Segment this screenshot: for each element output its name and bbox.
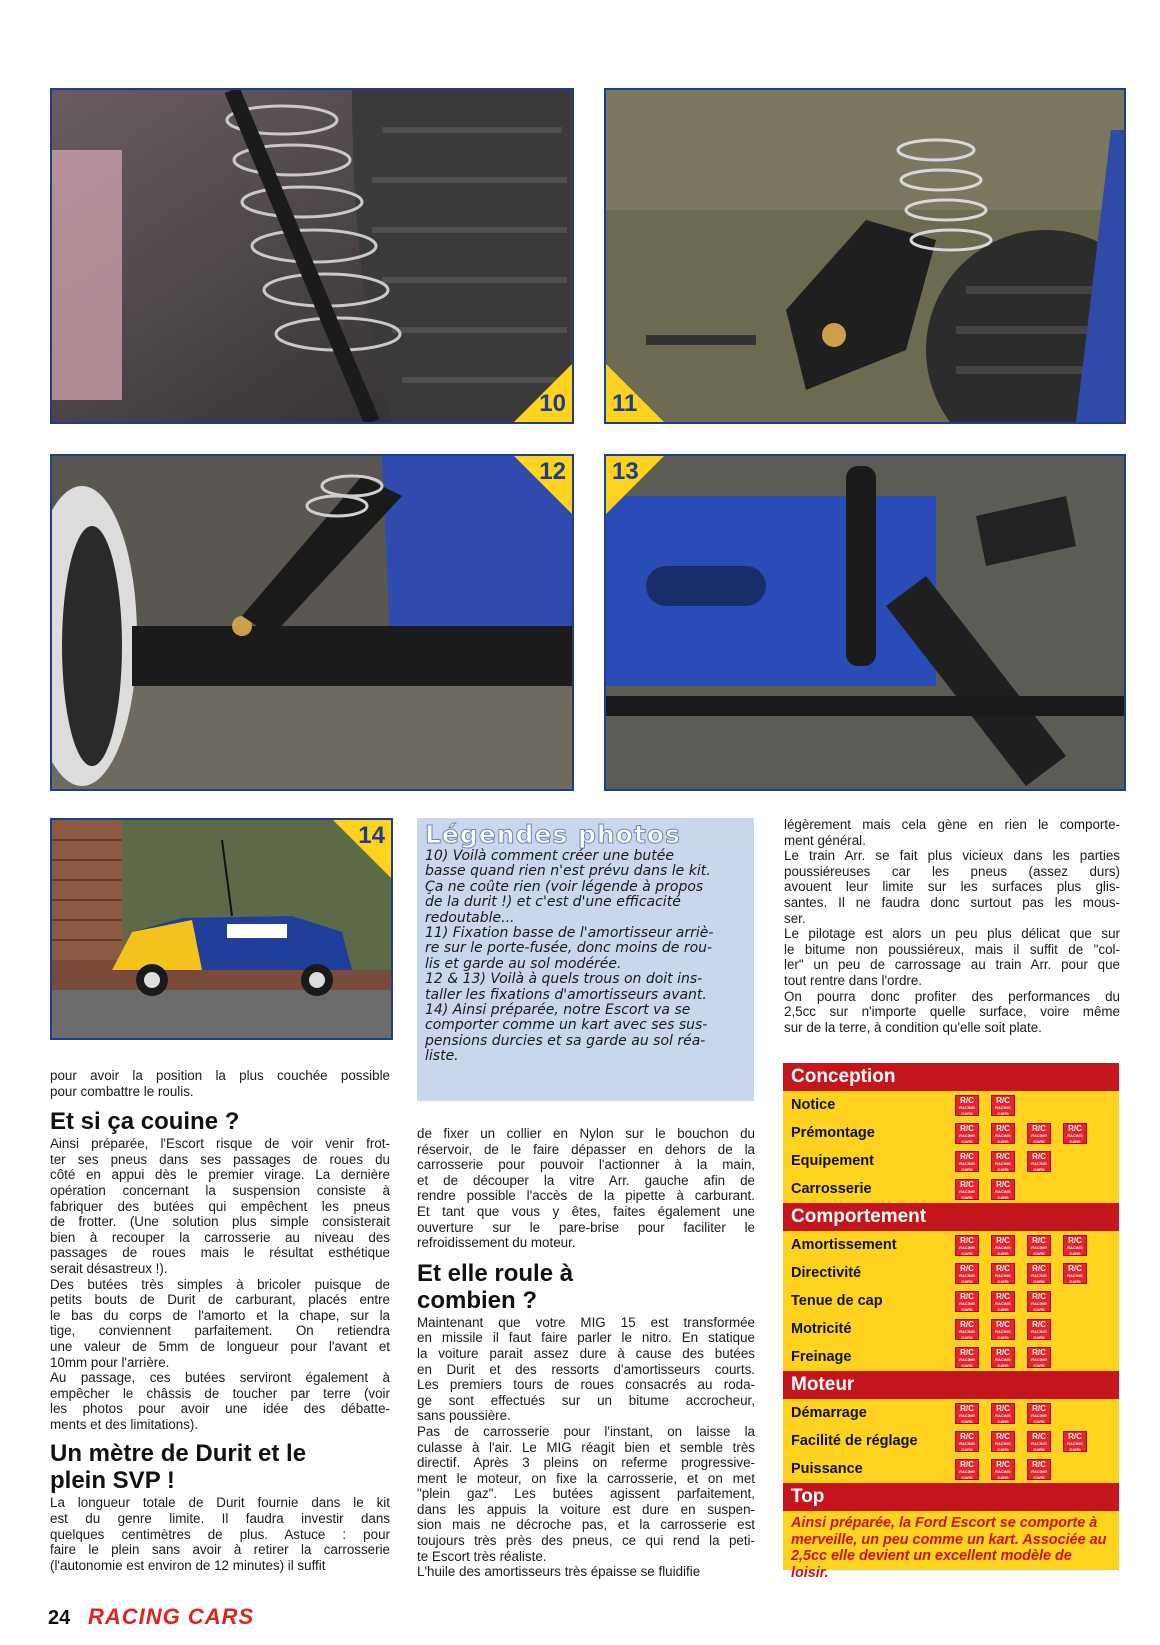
text-line: côté en appui dès le premier virage. La dernière [50, 1167, 390, 1183]
rating-label: Notice [791, 1097, 836, 1113]
legend-line: pensions durcies et sa garde au sol réa- [425, 1032, 706, 1049]
text-line: pour combattre le roulis. [50, 1083, 194, 1099]
rating-score [955, 1151, 1063, 1172]
rc-logo-subtext: RACING CARS [959, 1301, 975, 1312]
rc-logo-icon: R/C RACING CARS [1027, 1347, 1051, 1368]
rc-logo-subtext: RACING CARS [995, 1357, 1011, 1368]
rc-logo-subtext: RACING CARS [1031, 1329, 1047, 1340]
legend-line: re sur le porte-fusée, donc moins de rou- [425, 940, 713, 957]
rc-logo-icon: R/C RACING CARS [991, 1263, 1015, 1284]
heading-un-metre-de-durit-line1: Un mètre de Durit et le [50, 1440, 307, 1468]
rc-logo-subtext: RACING CARS [995, 1441, 1011, 1452]
rc-logo-icon: R/C RACING CARS [955, 1179, 979, 1200]
rating-label: Equipement [791, 1153, 874, 1169]
rating-row [783, 1287, 1119, 1315]
rating-row [783, 1399, 1119, 1427]
rc-logo-subtext: RACING CARS [1067, 1133, 1083, 1144]
rc-logo-icon: R/C RACING CARS [991, 1291, 1015, 1312]
rc-logo-icon: R/C RACING CARS [955, 1263, 979, 1284]
paragraph [50, 1495, 390, 1573]
rc-logo-icon: R/C RACING CARS [1027, 1403, 1051, 1424]
rc-logo-icon: R/C RACING CARS [1027, 1123, 1051, 1144]
rc-logo-subtext: RACING CARS [1031, 1245, 1047, 1256]
rating-row [783, 1175, 1119, 1203]
text-line: les photos pour avoir une idée des débatte- [50, 1401, 390, 1417]
legend-line: 10) Voilà comment créer une butée [425, 848, 674, 864]
legend-box [417, 818, 754, 1101]
rc-logo-subtext: RACING CARS [995, 1301, 1011, 1312]
photo-14-number: 14 [358, 822, 385, 849]
rating-label: Carrosserie [791, 1181, 872, 1197]
rc-logo-subtext: RACING CARS [995, 1469, 1011, 1480]
text-line: réservoir, de le faire dépasser en dehors de la [417, 1141, 755, 1157]
text-line: avouent leur limite sur les surfaces plus glis- [784, 879, 1120, 895]
top-note-line: 2,5cc elle devient un excellent modèle de loisir. [791, 1548, 1072, 1581]
rc-logo-subtext: RACING CARS [959, 1329, 975, 1340]
text-line: ler" un peu de carrossage au train Arr. pour que [784, 957, 1120, 973]
rc-logo-subtext: RACING CARS [959, 1441, 975, 1452]
text-line: culasse à l'air. Le MIG réagit bien et semble très [417, 1439, 755, 1455]
text-line: Pas de carrosserie pour l'instant, on laisse la [417, 1423, 755, 1439]
rc-logo-subtext: RACING CARS [1067, 1273, 1083, 1284]
text-line: Les premiers tours de roues consacrés au roda- [417, 1377, 755, 1393]
text-line: rendre possible l'accès de la pipette à carburant. [417, 1188, 755, 1204]
rc-logo-icon: R/C RACING CARS [955, 1235, 979, 1256]
rc-logo-icon: R/C RACING CARS [991, 1095, 1015, 1116]
rc-logo-icon: R/C RACING CARS [1063, 1431, 1087, 1452]
text-line: On pourra donc profiter des performances du [784, 988, 1120, 1004]
rc-logo-subtext: RACING CARS [959, 1189, 975, 1200]
rating-score [955, 1319, 1063, 1340]
rating-row [783, 1343, 1119, 1371]
rc-logo-icon: R/C RACING CARS [955, 1347, 979, 1368]
rc-logo-icon: R/C RACING CARS [1063, 1123, 1087, 1144]
text-line: pour avoir la position la plus couchée possible [50, 1068, 390, 1083]
paragraph [417, 1424, 755, 1564]
text-line: Ainsi préparée, l'Escort risque de voir venir frot- [50, 1136, 390, 1152]
rc-logo-icon: R/C RACING CARS [1027, 1319, 1051, 1340]
text-line: serait désastreux !). [50, 1260, 168, 1276]
text-line: te Escort très réaliste. [417, 1548, 547, 1564]
legend-line: basse quand rien n'est prévu dans le kit. [425, 863, 711, 880]
rating-label: Amortissement [791, 1237, 897, 1253]
text-line: opération concernant la suspension consiste à [50, 1182, 390, 1198]
text-line: sur de la terre, à condition qu'elle soit plate. [784, 1019, 1042, 1035]
rc-logo-icon: R/C RACING CARS [955, 1123, 979, 1144]
ratings-section-title: Comportement [783, 1203, 1119, 1231]
rc-logo-subtext: RACING CARS [1031, 1301, 1047, 1312]
text-line: empêcher le châssis de toucher par terre (voir [50, 1385, 390, 1401]
photo-11 [604, 88, 1126, 424]
rating-score [955, 1459, 1063, 1480]
rc-logo-subtext: RACING CARS [1031, 1161, 1047, 1172]
text-line: fabriquer des butées qui empêchent les pneus [50, 1198, 390, 1214]
legend-line: 14) Ainsi préparée, notre Escort va se [425, 1002, 691, 1019]
paragraph [784, 848, 1120, 926]
paragraph [417, 1315, 755, 1424]
rc-logo-icon: R/C RACING CARS [1063, 1235, 1087, 1256]
rating-label: Directivité [791, 1265, 862, 1281]
text-line: est du genre limite. Il faudra investir dans [50, 1511, 390, 1527]
legend-body [417, 849, 754, 1065]
text-line: Au passage, ces butées serviront également à [50, 1370, 390, 1386]
rating-score [955, 1347, 1063, 1368]
paragraph [50, 1136, 390, 1276]
photo-13 [604, 454, 1126, 791]
page-number: 24 [48, 1607, 71, 1628]
legend-line: de la durit !) et c'est d'une efficacité [425, 894, 681, 911]
rc-logo-icon: R/C RACING CARS [1027, 1431, 1051, 1452]
rc-logo-subtext: RACING CARS [1031, 1273, 1047, 1284]
text-line: en missile il faut faire parler le nitro. En statique [417, 1330, 755, 1346]
photo-12-number: 12 [539, 458, 566, 485]
legend-line: 12 & 13) Voilà à quels trous on doit ins- [425, 971, 703, 988]
text-line: le bitume non poussiéreux, mais il suffit de "col- [784, 941, 1120, 957]
top-note-line: merveille, un peu comme un kart. Associée au [791, 1531, 1107, 1548]
rating-label: Prémontage [791, 1125, 875, 1141]
rating-score [955, 1235, 1099, 1256]
text-line: quelques centimètres de plus. Astuce : pour [50, 1526, 390, 1542]
text-line: le bas du corps de l'amorto et la chape, sur la [50, 1307, 390, 1323]
rc-logo-subtext: RACING CARS [1031, 1441, 1047, 1452]
rating-label: Freinage [791, 1349, 852, 1365]
text-line: bien à recouper la carrosserie au niveau des [50, 1229, 390, 1245]
rating-row [783, 1231, 1119, 1259]
rating-row [783, 1119, 1119, 1147]
text-line: 2,5cc sur n'importe quelle surface, voire même [784, 1004, 1120, 1020]
rc-logo-icon: R/C RACING CARS [991, 1319, 1015, 1340]
rc-logo-subtext: RACING CARS [959, 1469, 975, 1480]
paragraph [417, 1564, 755, 1580]
text-line: légèrement mais cela gène en rien le comporte- [784, 817, 1120, 832]
text-line: sion mais ne décroche pas, et la carrosserie est [417, 1517, 755, 1533]
rating-score [955, 1291, 1063, 1312]
rc-logo-subtext: RACING CARS [995, 1245, 1011, 1256]
footer-graphic [48, 1604, 348, 1628]
rc-logo-subtext: RACING CARS [959, 1273, 975, 1284]
heading-et-elle-roule-line1: Et elle roule à [417, 1259, 574, 1287]
photo-10-image [52, 90, 572, 422]
rating-row [783, 1091, 1119, 1119]
column-1 [50, 1068, 390, 1573]
photo-14 [50, 818, 393, 1040]
legend-line: Ça ne coûte rien (voir légende à propos [425, 878, 704, 895]
text-line: de frotter. (Une solution plus simple consisterait [50, 1214, 390, 1230]
text-line: passages de roues mais le résultat esthétique [50, 1245, 390, 1261]
text-line: Maintenant que votre MIG 15 est transformée [417, 1314, 755, 1330]
text-line: sans poussière. [417, 1408, 511, 1424]
paragraph [784, 926, 1120, 988]
rating-score [955, 1123, 1099, 1144]
paragraph [784, 989, 1120, 1036]
text-line: de fixer un collier en Nylon sur le bouchon du [417, 1126, 755, 1141]
text-line: tout rentre dans l'ordre. [784, 972, 923, 988]
rating-row [783, 1259, 1119, 1287]
paragraph [50, 1068, 390, 1099]
rc-logo-icon: R/C RACING CARS [991, 1179, 1015, 1200]
rating-score [955, 1263, 1099, 1284]
rating-label: Motricité [791, 1321, 852, 1337]
rc-logo-subtext: RACING CARS [959, 1161, 975, 1172]
rc-logo-subtext: RACING CARS [995, 1105, 1011, 1116]
text-line: 10mm pour l'arrière. [50, 1354, 170, 1370]
text-line: faire le plein sans avoir à retirer la carrosserie [50, 1542, 390, 1558]
rc-logo-subtext: RACING CARS [959, 1413, 975, 1424]
photo-10-number: 10 [539, 390, 566, 417]
rc-logo-subtext: RACING CARS [959, 1133, 975, 1144]
text-line: Des butées très simples à bricoler puisque de [50, 1276, 390, 1292]
rc-logo-subtext: RACING CARS [995, 1189, 1011, 1200]
rc-logo-subtext: RACING CARS [995, 1273, 1011, 1284]
rc-logo-subtext: RACING CARS [959, 1357, 975, 1368]
legend-line: lis et garde au sol modérée. [425, 955, 622, 972]
text-line: Et tant que vous y êtes, faites également une [417, 1203, 755, 1219]
text-line: ser. [784, 910, 806, 926]
rc-logo-icon: R/C RACING CARS [1027, 1459, 1051, 1480]
text-line: directif. Après 3 pleins on referme progressive- [417, 1455, 755, 1471]
rc-logo-subtext: RACING CARS [959, 1245, 975, 1256]
rc-logo-icon: R/C RACING CARS [955, 1319, 979, 1340]
rating-label: Puissance [791, 1461, 863, 1477]
column-2 [417, 1126, 755, 1580]
legend-line: redoutable... [425, 909, 515, 926]
text-line: (l'autonomie est environ de 12 minutes) il suffit [50, 1557, 326, 1573]
rc-logo-icon: R/C RACING CARS [991, 1123, 1015, 1144]
rating-row [783, 1455, 1119, 1483]
rc-logo-icon: R/C RACING CARS [1027, 1263, 1051, 1284]
rating-label: Démarrage [791, 1405, 867, 1421]
rc-logo-subtext: RACING CARS [995, 1161, 1011, 1172]
text-line: et de découper la vitre Arr. gauche afin de [417, 1172, 755, 1188]
text-line: en Durit et des ressorts d'amortisseurs courts. [417, 1361, 755, 1377]
rating-score [955, 1179, 1027, 1200]
rc-logo-subtext: RACING CARS [1031, 1357, 1047, 1368]
photo-10 [50, 88, 574, 424]
rc-logo-icon: R/C RACING CARS [955, 1291, 979, 1312]
text-line: une valeur de 5mm de longueur pour l'avant et [50, 1338, 390, 1354]
rc-logo-icon: R/C RACING CARS [955, 1151, 979, 1172]
top-note-line: Ainsi préparée, la Ford Escort se comporte à [791, 1515, 1098, 1531]
text-line: refroidissement du moteur. [417, 1235, 576, 1251]
text-line: Le pilotage est alors un peu plus délicat que sur [784, 926, 1120, 942]
rating-row [783, 1315, 1119, 1343]
rating-score [955, 1431, 1099, 1452]
photo-13-number: 13 [612, 458, 639, 485]
rc-logo-icon: R/C RACING CARS [991, 1151, 1015, 1172]
text-line: "plein gaz". Les butées agissent parfaitement, [417, 1486, 755, 1502]
rc-logo-icon: R/C RACING CARS [991, 1235, 1015, 1256]
rating-label: Tenue de cap [791, 1293, 883, 1309]
rc-logo-icon: R/C RACING CARS [955, 1431, 979, 1452]
column-3 [784, 817, 1120, 1035]
ratings-table [783, 1063, 1119, 1581]
text-line: la voiture parait assez dure à cause des butées [417, 1345, 755, 1361]
rc-logo-subtext: RACING CARS [1031, 1469, 1047, 1480]
rc-logo-subtext: RACING CARS [995, 1329, 1011, 1340]
rc-logo-subtext: RACING CARS [959, 1105, 975, 1116]
rc-logo-icon: R/C RACING CARS [1063, 1263, 1087, 1284]
paragraph [50, 1370, 390, 1432]
photo-11-image [606, 90, 1124, 422]
text-line: ment le moteur, on fixe la carrosserie, et on met [417, 1470, 755, 1486]
text-line: ment général. [784, 832, 866, 848]
photo-12-image [52, 456, 572, 789]
text-line: petits bouts de Durit de carburant, placés entre [50, 1292, 390, 1308]
legend-line: 11) Fixation basse de l'amortisseur arriè- [425, 925, 714, 942]
text-line: carrosserie pour pouvoir l'actionner à la main, [417, 1157, 755, 1173]
heading-et-elle-roule-line2: combien ? [417, 1286, 538, 1314]
rc-logo-subtext: RACING CARS [1031, 1413, 1047, 1424]
rating-score [955, 1095, 1027, 1116]
photo-12 [50, 454, 574, 791]
legend-line: taller les fixations d'amortisseurs avant. [425, 986, 707, 1003]
rating-score [955, 1403, 1063, 1424]
ratings-section-title: Moteur [783, 1371, 1119, 1399]
rc-logo-subtext: RACING CARS [1031, 1133, 1047, 1144]
rc-logo-icon: R/C RACING CARS [991, 1403, 1015, 1424]
legend-line: liste. [425, 1048, 459, 1065]
rating-row [783, 1147, 1119, 1175]
text-line: tige, conviennent parfaitement. On retiendra [50, 1323, 390, 1339]
text-line: Le train Arr. se fait plus vicieux dans les parties [784, 848, 1120, 864]
rating-label: Facilité de réglage [791, 1433, 918, 1449]
rc-logo-subtext: RACING CARS [995, 1413, 1011, 1424]
ratings-top-note [783, 1511, 1119, 1581]
page-footer [48, 1604, 348, 1628]
heading-et-si-ca-couine: Et si ça couine ? [50, 1108, 240, 1136]
text-line: La longueur totale de Durit fournie dans le kit [50, 1495, 390, 1511]
paragraph [417, 1126, 755, 1251]
rc-logo-icon: R/C RACING CARS [1027, 1291, 1051, 1312]
rc-logo-subtext: RACING CARS [995, 1133, 1011, 1144]
rating-row [783, 1427, 1119, 1455]
rc-logo-subtext: RACING CARS [1067, 1245, 1083, 1256]
rc-logo-icon: R/C RACING CARS [991, 1431, 1015, 1452]
rc-logo-icon: R/C RACING CARS [955, 1403, 979, 1424]
rc-logo-icon: R/C RACING CARS [955, 1459, 979, 1480]
text-line: santes. Il ne faudra donc surtout pas les mous- [784, 894, 1120, 910]
ratings-top-title: Top [783, 1483, 1119, 1511]
photo-11-number: 11 [612, 390, 638, 417]
text-line: dans les appuis la voiture est dure en suspen- [417, 1501, 755, 1517]
rc-logo-icon: R/C RACING CARS [1027, 1235, 1051, 1256]
rc-logo-subtext: RACING CARS [1067, 1441, 1083, 1452]
text-line: poussiéreuses car les pneus (assez durs) [784, 863, 1120, 879]
text-line: ter ses pneus dans ses passages de roues du [50, 1151, 390, 1167]
paragraph [784, 817, 1120, 848]
heading-un-metre-de-durit-line2: plein SVP ! [50, 1467, 175, 1495]
text-line: ouverture sur le pare-brise pour faciliter le [417, 1219, 755, 1235]
rc-logo-icon: R/C RACING CARS [991, 1459, 1015, 1480]
text-line: ments et des limitations). [50, 1416, 199, 1432]
legend-line: comporter comme un kart avec ses sus- [425, 1017, 708, 1034]
ratings-section-title: Conception [783, 1063, 1119, 1091]
text-line: ge sont effectués sur un bitume accrocheur, [417, 1392, 755, 1408]
photo-13-image [606, 456, 1124, 789]
legend-title: Légendes photos [425, 820, 681, 849]
paragraph [50, 1277, 390, 1371]
brand-logo: RACING CARS [88, 1604, 255, 1628]
rc-logo-icon: R/C RACING CARS [955, 1095, 979, 1116]
text-line: toujours très près des pneus, ce qui rend la peti- [417, 1533, 755, 1549]
text-line: L'huile des amortisseurs très épaisse se fluidifie [417, 1564, 701, 1580]
rc-logo-icon: R/C RACING CARS [1027, 1151, 1051, 1172]
rc-logo-icon: R/C RACING CARS [991, 1347, 1015, 1368]
